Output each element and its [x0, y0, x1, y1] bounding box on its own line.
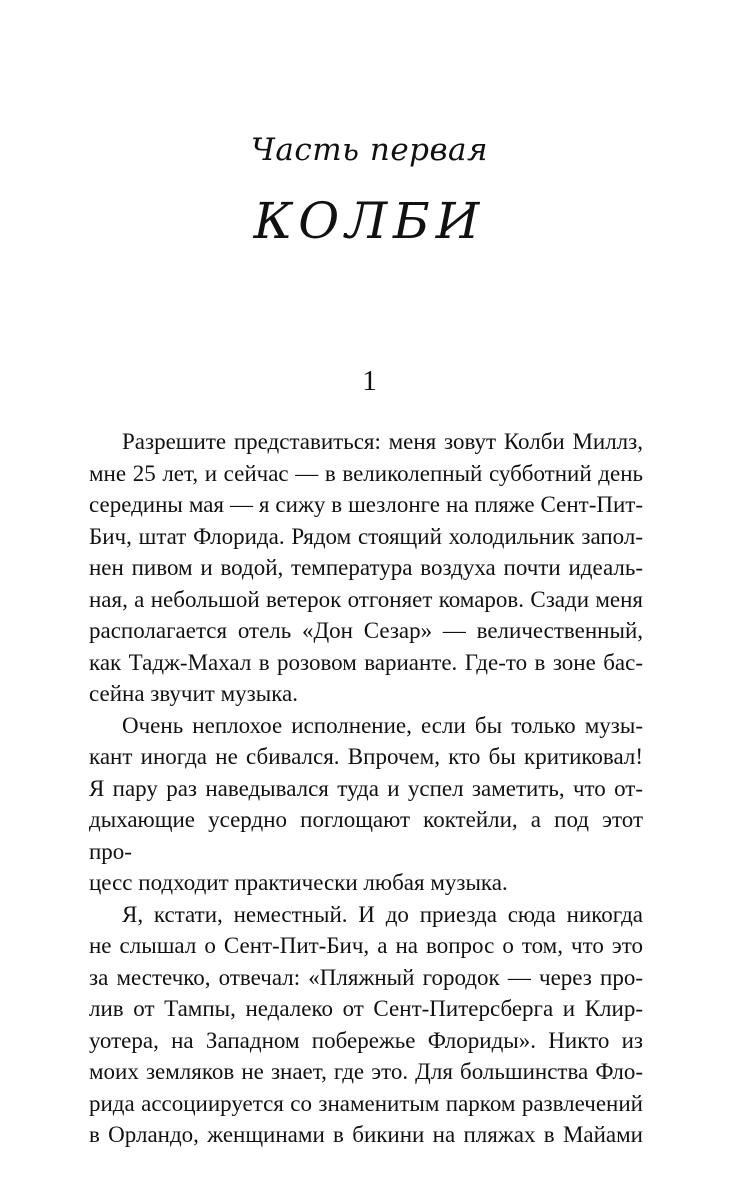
- text-line: цесс подходит практически любая музыка.: [89, 870, 508, 895]
- text-line: за местечко, отвечал: «Пляжный городок — через про-: [89, 964, 643, 990]
- text-line: рида ассоциируется со знаменитым парком развлечений: [89, 1090, 643, 1116]
- text-line: нен пивом и водой, температура воздуха почти идеаль-: [89, 555, 643, 580]
- text-line: Разрешите представиться: меня зовут Колби Миллз,: [122, 429, 643, 454]
- text-line: кант иногда не сбивался. Впрочем, кто бы критиковал!: [89, 744, 643, 769]
- text-line: моих земляков не знает, где это. Для большинства Фло-: [89, 1059, 643, 1084]
- text-line: в Орландо, женщинами в бикини на пляжах в Майами: [89, 1122, 643, 1147]
- paragraph-3: [89, 899, 643, 1151]
- chapter-body: [89, 426, 643, 1151]
- text-line: как Тадж-Махал в розовом варианте. Где-то в зоне бас-: [89, 649, 643, 675]
- text-line: Очень неплохое исполнение, если бы только музы-: [122, 712, 643, 738]
- text-line: середины мая — я сижу в шезлонге на пляже Сент-Пит-: [89, 492, 643, 517]
- paragraph-1: [89, 426, 643, 710]
- text-line: не слышал о Сент-Пит-Бич, а на вопрос о том, что это: [89, 933, 643, 958]
- text-line: ная, а небольшой ветерок отгоняет комаров. Сзади меня: [89, 586, 643, 612]
- text-line: лив от Тампы, недалеко от Сент-Питерсберга и Клир-: [89, 996, 643, 1021]
- paragraph-2: [89, 710, 643, 899]
- text-line: Бич, штат Флорида. Рядом стоящий холодильник запол-: [89, 523, 643, 549]
- text-line: дыхающие усердно поглощают коктейли, а под этот про-: [89, 807, 643, 864]
- chapter-name: КОЛБИ: [253, 192, 486, 250]
- text-line: Я, кстати, неместный. И до приезда сюда никогда: [122, 901, 643, 927]
- chapter-number: 1: [362, 365, 377, 397]
- text-line: располагается отель «Дон Сезар» — величественный,: [89, 618, 643, 643]
- text-line: сейна звучит музыка.: [89, 681, 298, 706]
- part-title: Часть первая: [250, 132, 489, 168]
- text-line: мне 25 лет, и сейчас — в великолепный субботний день: [89, 460, 643, 486]
- text-line: Я пару раз наведывался туда и успел заметить, что от-: [89, 775, 643, 801]
- text-line: уотера, на Западном побережье Флориды». Никто из: [89, 1027, 643, 1053]
